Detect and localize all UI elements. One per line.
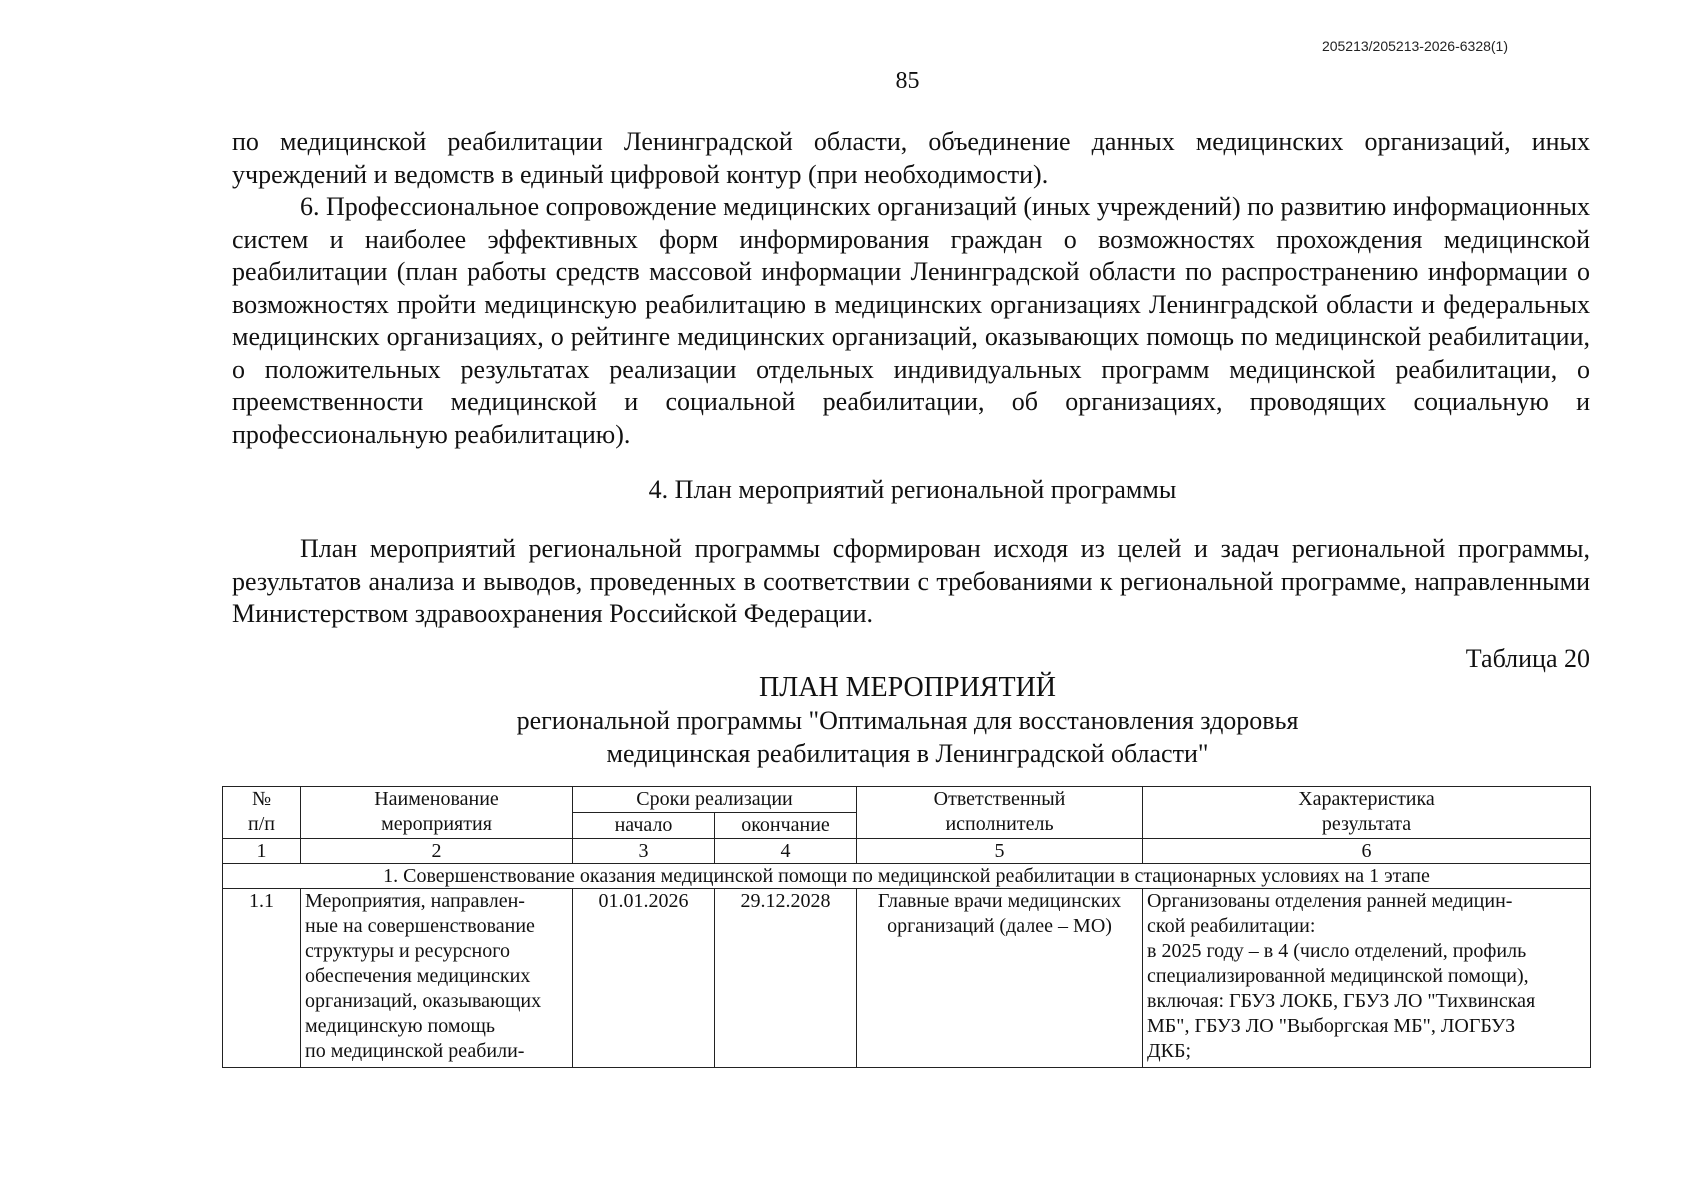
column-number: 3 — [573, 839, 715, 864]
column-number-row — [223, 839, 1591, 864]
row-num: 1.1 — [223, 889, 301, 1068]
header-start: начало — [573, 813, 715, 839]
section-title: 1. Совершенствование оказания медицинской помощи по медицинской реабилитации в стационарных условиях на 1 этапе — [223, 864, 1591, 889]
row-start: 01.01.2026 — [573, 889, 715, 1068]
column-number: 6 — [1143, 839, 1591, 864]
table-subtitle-line-2: медицинская реабилитация в Ленинградской области" — [606, 739, 1209, 768]
row-name: Мероприятия, направлен- ные на совершенствование структуры и ресурсного обеспечения медицинских организаций, оказывающих медицинскую помощь по медицинской реабили- — [301, 889, 573, 1068]
table-section-row — [223, 864, 1591, 889]
header-terms: Сроки реализации — [573, 787, 857, 813]
header-num: № п/п — [223, 787, 301, 839]
header-name: Наименование мероприятия — [301, 787, 573, 839]
plan-table — [222, 786, 1591, 1068]
column-number: 5 — [857, 839, 1143, 864]
header-end: окончание — [715, 813, 857, 839]
page-number: 85 — [895, 68, 920, 94]
table-title: ПЛАН МЕРОПРИЯТИЙ — [758, 672, 1057, 703]
row-result: Организованы отделения ранней медицин- ской реабилитации: в 2025 году – в 4 (число отделений, профиль специализированной медицинской помощи), включая: ГБУЗ ЛОКБ, ГБУЗ ЛО "Тихвинская МБ", ГБУЗ ЛО "Выборгская МБ", ЛОГБУЗ ДКБ; — [1143, 889, 1591, 1068]
header-executor: Ответственный исполнитель — [857, 787, 1143, 839]
table-row — [223, 889, 1591, 1068]
paragraph-continuation: по медицинской реабилитации Ленинградской области, объединение данных медицинских организаций, иных учреждений и ведомств в единый цифровой контур (при необходимости). — [232, 127, 1590, 189]
table-label: Таблица 20 — [1465, 644, 1590, 673]
header-result: Характеристика результата — [1143, 787, 1591, 839]
row-executor: Главные врачи медицинских организаций (далее – МО) — [857, 889, 1143, 1068]
paragraph-item-6: 6. Профессиональное сопровождение медицинских организаций (иных учреждений) по развитию информационных систем и наиболее эффективных форм информирования граждан о возможностях прохождения медицинской реабилитации (план работы средств массовой информации Ленинградской области по распространению информации о возможностях пройти медицинскую реабилитацию в медицинских организациях Ленинградской области и федеральных медицинских организациях, о рейтинге медицинских организаций, оказывающих помощь по медицинской реабилитации, о положительных результатах реализации отдельных индивидуальных программ медицинской реабилитации, о преемственности медицинской и социальной реабилитации, об организациях, проводящих социальную и профессиональную реабилитацию). — [232, 192, 1590, 449]
table-header-row — [223, 787, 1591, 813]
section-heading: 4. План мероприятий региональной программы — [648, 475, 1177, 504]
paragraph-plan-intro: План мероприятий региональной программы сформирован исходя из целей и задач региональной программы, результатов анализа и выводов, проведенных в соответствии с требованиями к региональной программе, направленными Министерством здравоохранения Российской Федерации. — [232, 534, 1590, 628]
row-end: 29.12.2028 — [715, 889, 857, 1068]
column-number: 1 — [223, 839, 301, 864]
document-id: 205213/205213-2026-6328(1) — [1321, 38, 1508, 54]
column-number: 4 — [715, 839, 857, 864]
column-number: 2 — [301, 839, 573, 864]
table-subtitle-line-1: региональной программы "Оптимальная для восстановления здоровья — [516, 706, 1299, 735]
